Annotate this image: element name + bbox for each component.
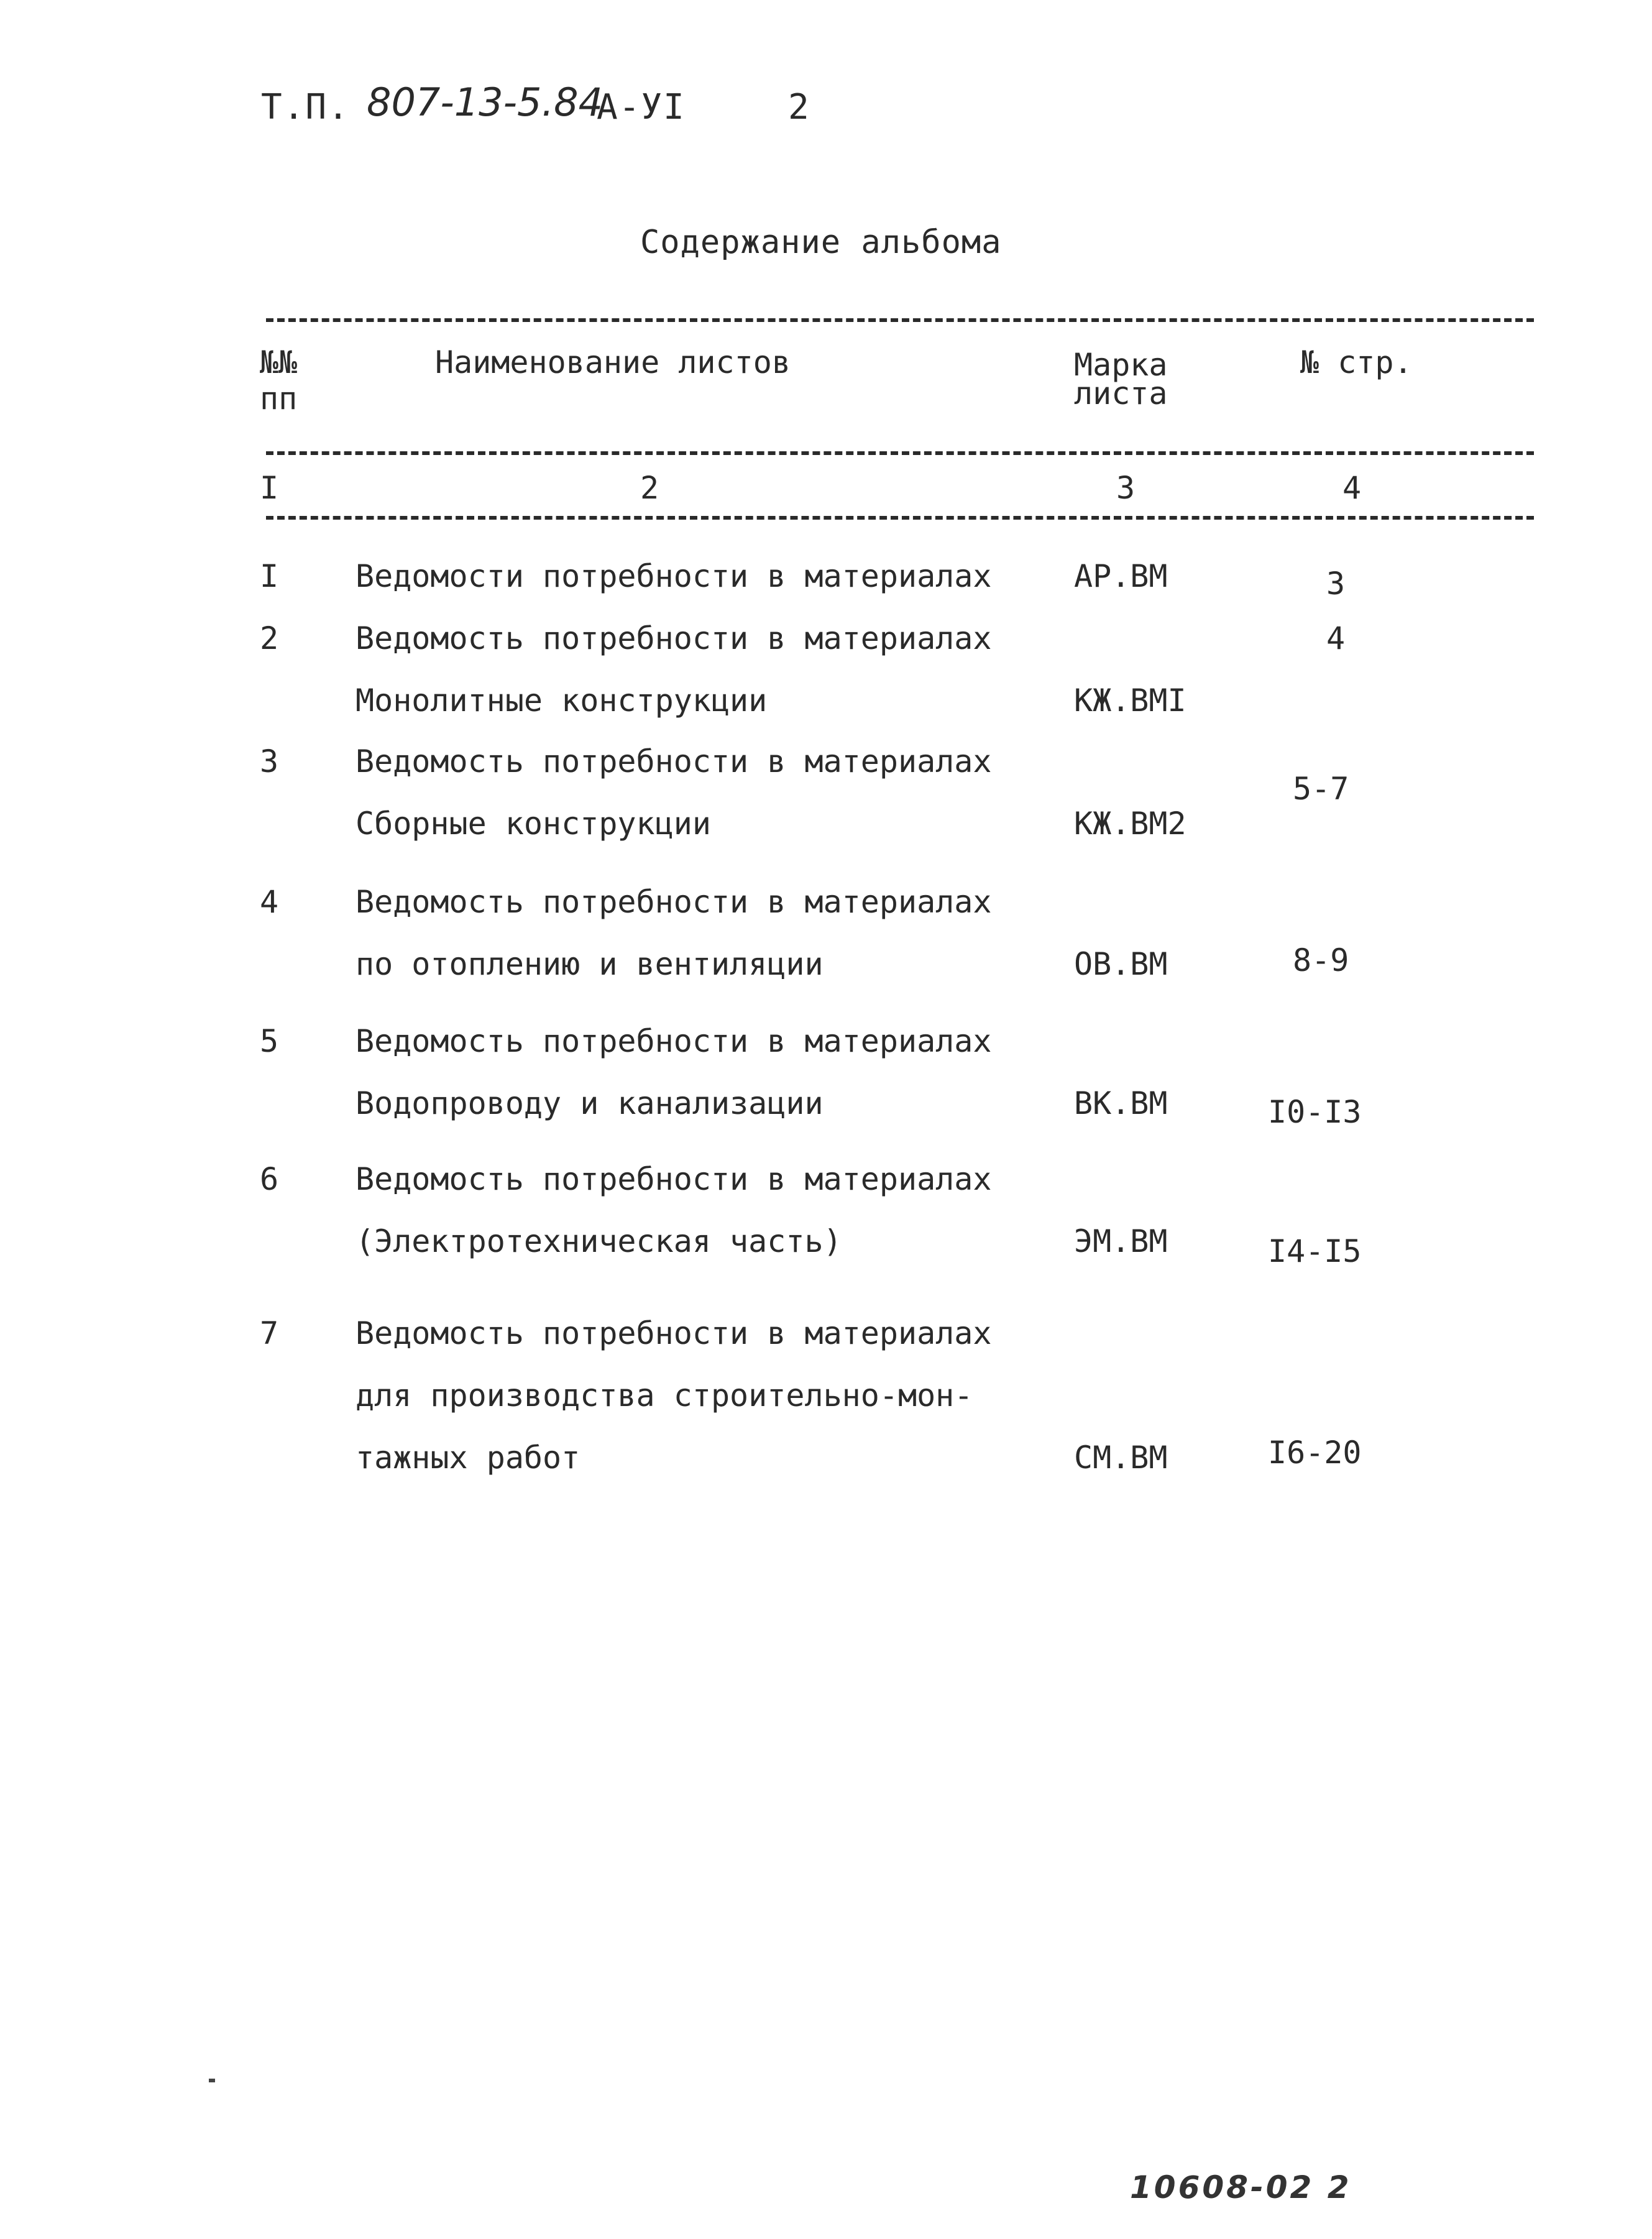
header-name: Наименование листов [435,344,791,380]
column-number-1: I [260,470,279,506]
row-7-page: I6-20 [1268,1435,1362,1471]
row-7-mark: СМ.ВМ [1074,1440,1168,1476]
row-5-page: I0-I3 [1268,1094,1362,1130]
row-7-name-line2: для производства строительно-мон- [356,1377,973,1414]
ink-mark [209,2079,215,2082]
row-4-page: 8-9 [1293,942,1349,978]
row-3-page: 5-7 [1293,771,1349,807]
row-5-name-line1: Ведомость потребности в материалах [356,1023,992,1059]
row-4-mark: ОВ.ВМ [1074,946,1168,982]
row-4-name-line2: по отоплению и вентиляции [356,946,824,982]
page-title: Содержание альбома [640,224,1002,261]
page-number: 2 [788,87,810,127]
row-2-no: 2 [260,620,279,656]
row-1-mark: АР.ВМ [1074,558,1168,594]
row-5-no: 5 [260,1023,279,1059]
row-3-mark: КЖ.ВМ2 [1074,806,1186,842]
row-4-no: 4 [260,884,279,920]
row-1-page: 3 [1326,566,1346,602]
row-1-no: I [260,558,279,594]
series-label: Т.П. [261,87,350,127]
row-5-name-line2: Водопроводу и канализации [356,1085,824,1121]
album-label: А-УI [597,87,686,127]
header-no-line2: пп [260,380,298,416]
row-7-name-line1: Ведомость потребности в материалах [356,1315,992,1351]
row-4-name-line1: Ведомость потребности в материалах [356,884,992,920]
header-no-line1: №№ [260,344,298,380]
header-rule [266,451,1534,455]
row-2-mark: КЖ.ВМI [1074,683,1186,719]
row-6-name-line2: (Электротехническая часть) [356,1223,842,1259]
row-5-mark: ВК.ВМ [1074,1085,1168,1121]
row-1-name-line1: Ведомости потребности в материалах [356,558,992,594]
row-3-name-line1: Ведомость потребности в материалах [356,743,992,779]
project-number: 807-13-5.84 [367,80,603,125]
row-6-mark: ЭМ.ВМ [1074,1223,1168,1259]
header-mark-line2: листа [1074,375,1168,411]
header-mark-line1: Марка [1074,347,1168,383]
column-number-4: 4 [1342,470,1362,506]
column-numbers-rule [266,516,1534,520]
row-7-no: 7 [260,1315,279,1351]
handwritten-inventory-number: 10608-02 2 [1130,2169,1352,2205]
table-top-rule [266,318,1534,322]
row-6-name-line1: Ведомость потребности в материалах [356,1161,992,1197]
row-2-name-line2: Монолитные конструкции [356,683,768,719]
row-3-no: 3 [260,743,279,779]
row-6-no: 6 [260,1161,279,1197]
header-page: № стр. [1300,344,1413,380]
row-7-name-line3: тажных работ [356,1440,580,1476]
row-2-page: 4 [1326,620,1346,656]
row-2-name-line1: Ведомость потребности в материалах [356,620,992,656]
column-number-3: 3 [1116,470,1136,506]
row-6-page: I4-I5 [1268,1233,1362,1269]
row-3-name-line2: Сборные конструкции [356,806,711,842]
column-number-2: 2 [640,470,659,506]
